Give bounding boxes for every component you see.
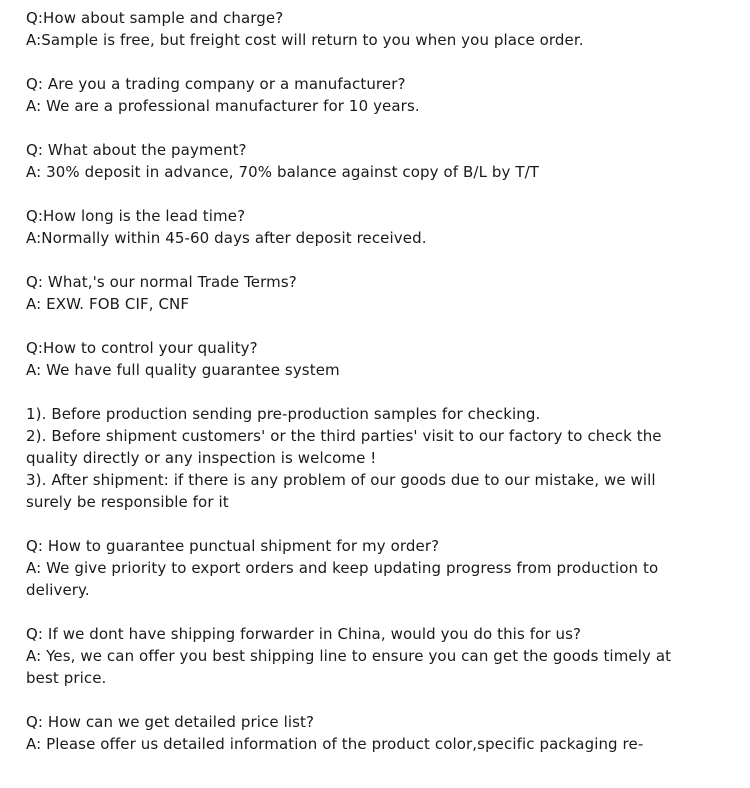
quality-steps-list xyxy=(26,403,676,513)
faq-item-sample xyxy=(26,7,676,51)
answer-text: A: We have full quality guarantee system xyxy=(26,361,340,379)
faq-item-payment xyxy=(26,139,676,183)
question-text: Q:How long is the lead time? xyxy=(26,207,246,225)
answer-text: A: 30% deposit in advance, 70% balance against copy of B/L by T/T xyxy=(26,163,540,181)
quality-step-2: 2). Before shipment customers' or the third parties' visit to our factory to check the quality directly or any inspection is welcome ! xyxy=(26,427,667,467)
question-text: Q: How to guarantee punctual shipment for my order? xyxy=(26,537,440,555)
answer-text: A: We are a professional manufacturer for 10 years. xyxy=(26,97,420,115)
faq-item-company-type xyxy=(26,73,676,117)
faq-item-shipment xyxy=(26,535,676,601)
faq-item-lead-time xyxy=(26,205,676,249)
question-text: Q: What about the payment? xyxy=(26,141,247,159)
faq-item-forwarder xyxy=(26,623,676,689)
answer-text: A: EXW. FOB CIF, CNF xyxy=(26,295,190,313)
question-text: Q:How about sample and charge? xyxy=(26,9,284,27)
question-text: Q: If we dont have shipping forwarder in China, would you do this for us? xyxy=(26,625,582,643)
faq-document xyxy=(26,7,676,777)
answer-text: A: We give priority to export orders and keep updating progress from production to delivery. xyxy=(26,559,664,599)
faq-item-quality xyxy=(26,337,676,381)
quality-step-3: 3). After shipment: if there is any problem of our goods due to our mistake, we will surely be responsible for it xyxy=(26,471,661,511)
faq-item-price-list xyxy=(26,711,676,755)
question-text: Q: Are you a trading company or a manufacturer? xyxy=(26,75,406,93)
answer-text: A: Yes, we can offer you best shipping line to ensure you can get the goods timely at best price. xyxy=(26,647,677,687)
question-text: Q: How can we get detailed price list? xyxy=(26,713,315,731)
faq-item-trade-terms xyxy=(26,271,676,315)
quality-step-1: 1). Before production sending pre-production samples for checking. xyxy=(26,405,541,423)
question-text: Q:How to control your quality? xyxy=(26,339,258,357)
question-text: Q: What,'s our normal Trade Terms? xyxy=(26,273,297,291)
answer-text: A: Please offer us detailed information of the product color,specific packaging re- xyxy=(26,735,644,753)
answer-text: A:Normally within 45-60 days after deposit received. xyxy=(26,229,427,247)
answer-text: A:Sample is free, but freight cost will return to you when you place order. xyxy=(26,31,584,49)
